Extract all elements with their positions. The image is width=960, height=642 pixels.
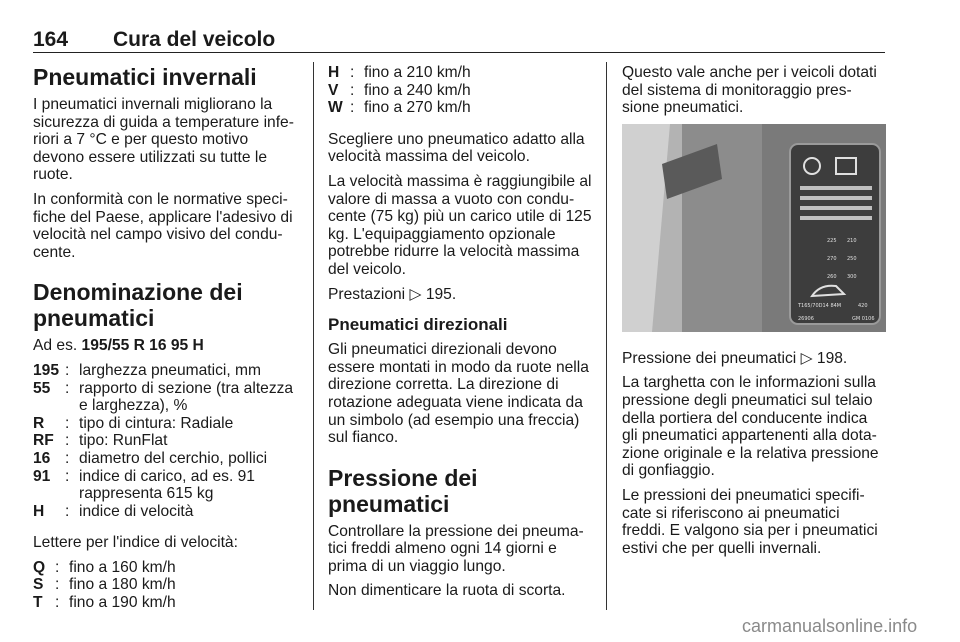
designation-list xyxy=(33,362,301,520)
column-divider xyxy=(313,62,314,610)
list-item: T : fino a 190 km/h xyxy=(33,594,176,612)
svg-text:T165/70D14 84M: T165/70D14 84M xyxy=(798,302,842,309)
list-item: 91 : indice di carico, ad es. 91 rappresenta 615 kg xyxy=(33,467,255,503)
paragraph: Lettere per l'indice di velocità: xyxy=(33,534,238,552)
example-code: 195/55 R 16 95 H xyxy=(81,337,204,355)
column-1 xyxy=(33,64,301,620)
paragraph: La velocità massima è raggiungibile al valore di massa a vuoto con condu- cente (75 kg) più un carico utile di 125 kg. L'equipaggiamento opzionale potrebbe ridurre la velocità massima del veicolo. xyxy=(328,172,592,278)
list-item: V : fino a 240 km/h xyxy=(328,81,471,99)
chapter-title: Cura del veicolo xyxy=(113,28,276,51)
list-item: 55 : rapporto di sezione (tra altezza e larghezza), % xyxy=(33,379,294,415)
svg-text:GM 0106: GM 0106 xyxy=(852,315,875,322)
svg-text:210: 210 xyxy=(847,237,857,244)
cross-reference[interactable]: Pressione dei pneumatici ▷ 198. xyxy=(622,349,848,367)
speed-index-list xyxy=(328,64,593,117)
svg-text:300: 300 xyxy=(847,273,857,280)
svg-text:270: 270 xyxy=(827,255,837,262)
arrow-reference-icon: ▷ xyxy=(409,285,422,303)
example-line: Ad es. 195/55 R 16 95 H xyxy=(33,337,204,355)
page-header xyxy=(33,28,885,53)
paragraph: Le pressioni dei pneumatici specifi- cate si riferiscono ai pneumatici freddi. E valgono sia per i pneumatici estivi che per quelli invernali. xyxy=(622,486,878,557)
cross-reference[interactable]: Prestazioni ▷ 195. xyxy=(328,285,457,303)
paragraph: Non dimenticare la ruota di scorta. xyxy=(328,582,566,600)
svg-text:26906: 26906 xyxy=(798,315,814,322)
paragraph: Questo vale anche per i veicoli dotati del sistema di monitoraggio pres- sione pneumatici. xyxy=(622,64,877,117)
column-3 xyxy=(622,64,886,564)
paragraph: Gli pneumatici direzionali devono essere montati in modo da ruote nella direzione corretta. La direzione di rotazione adeguata viene indicata da un simbolo (ad esempio una freccia) sul fianco. xyxy=(328,341,589,447)
column-2 xyxy=(328,64,593,607)
list-item: 195 : larghezza pneumatici, mm xyxy=(33,361,262,379)
paragraph: Scegliere uno pneumatico adatto alla velocità massima del veicolo. xyxy=(328,130,585,166)
list-item: Q : fino a 160 km/h xyxy=(33,558,176,576)
svg-text:420: 420 xyxy=(858,302,868,309)
svg-text:250: 250 xyxy=(847,255,857,262)
paragraph: La targhetta con le informazioni sulla pressione degli pneumatici sul telaio della portiera del conducente indica gli pneumatici appartenenti alla dota- zione originale e la relativa pressione di gonfiaggio. xyxy=(622,374,879,480)
column-divider xyxy=(606,62,607,610)
svg-text:225: 225 xyxy=(827,237,837,244)
speed-index-list xyxy=(33,559,301,612)
arrow-reference-icon: ▷ xyxy=(800,349,813,367)
paragraph: I pneumatici invernali migliorano la sicurezza di guida a temperature infe- riori a 7 °C e per questo motivo devono essere utilizzati su tutte le ruote. xyxy=(33,96,294,184)
list-item: H : fino a 210 km/h xyxy=(328,64,471,81)
list-item: S : fino a 180 km/h xyxy=(33,576,176,594)
watermark: carmanualsonline.info xyxy=(742,616,918,636)
list-item: W : fino a 270 km/h xyxy=(328,99,471,117)
list-item: 16 : diametro del cerchio, pollici xyxy=(33,449,268,467)
list-item: R : tipo di cintura: Radiale xyxy=(33,414,234,432)
list-item: H : indice di velocità xyxy=(33,502,194,520)
tyre-pressure-label-photo xyxy=(622,124,886,332)
section-title-directional-tyres: Pneumatici direzionali xyxy=(328,315,508,335)
section-title-winter-tyres: Pneumatici invernali xyxy=(33,64,257,90)
paragraph: Controllare la pressione dei pneuma- tici freddi almeno ogni 14 giorni e prima di un viaggio lungo. xyxy=(328,522,584,575)
page-number: 164 xyxy=(33,28,69,51)
section-title-tyre-pressure: Pressione dei pneumatici xyxy=(328,464,478,517)
section-title-tyre-designation: Denominazione dei pneumatici xyxy=(33,279,243,332)
paragraph: In conformità con le normative speci- fiche del Paese, applicare l'adesivo di velocità nel campo visivo del condu- cente. xyxy=(33,190,293,261)
svg-text:260: 260 xyxy=(827,273,837,280)
list-item: RF : tipo: RunFlat xyxy=(33,432,168,450)
